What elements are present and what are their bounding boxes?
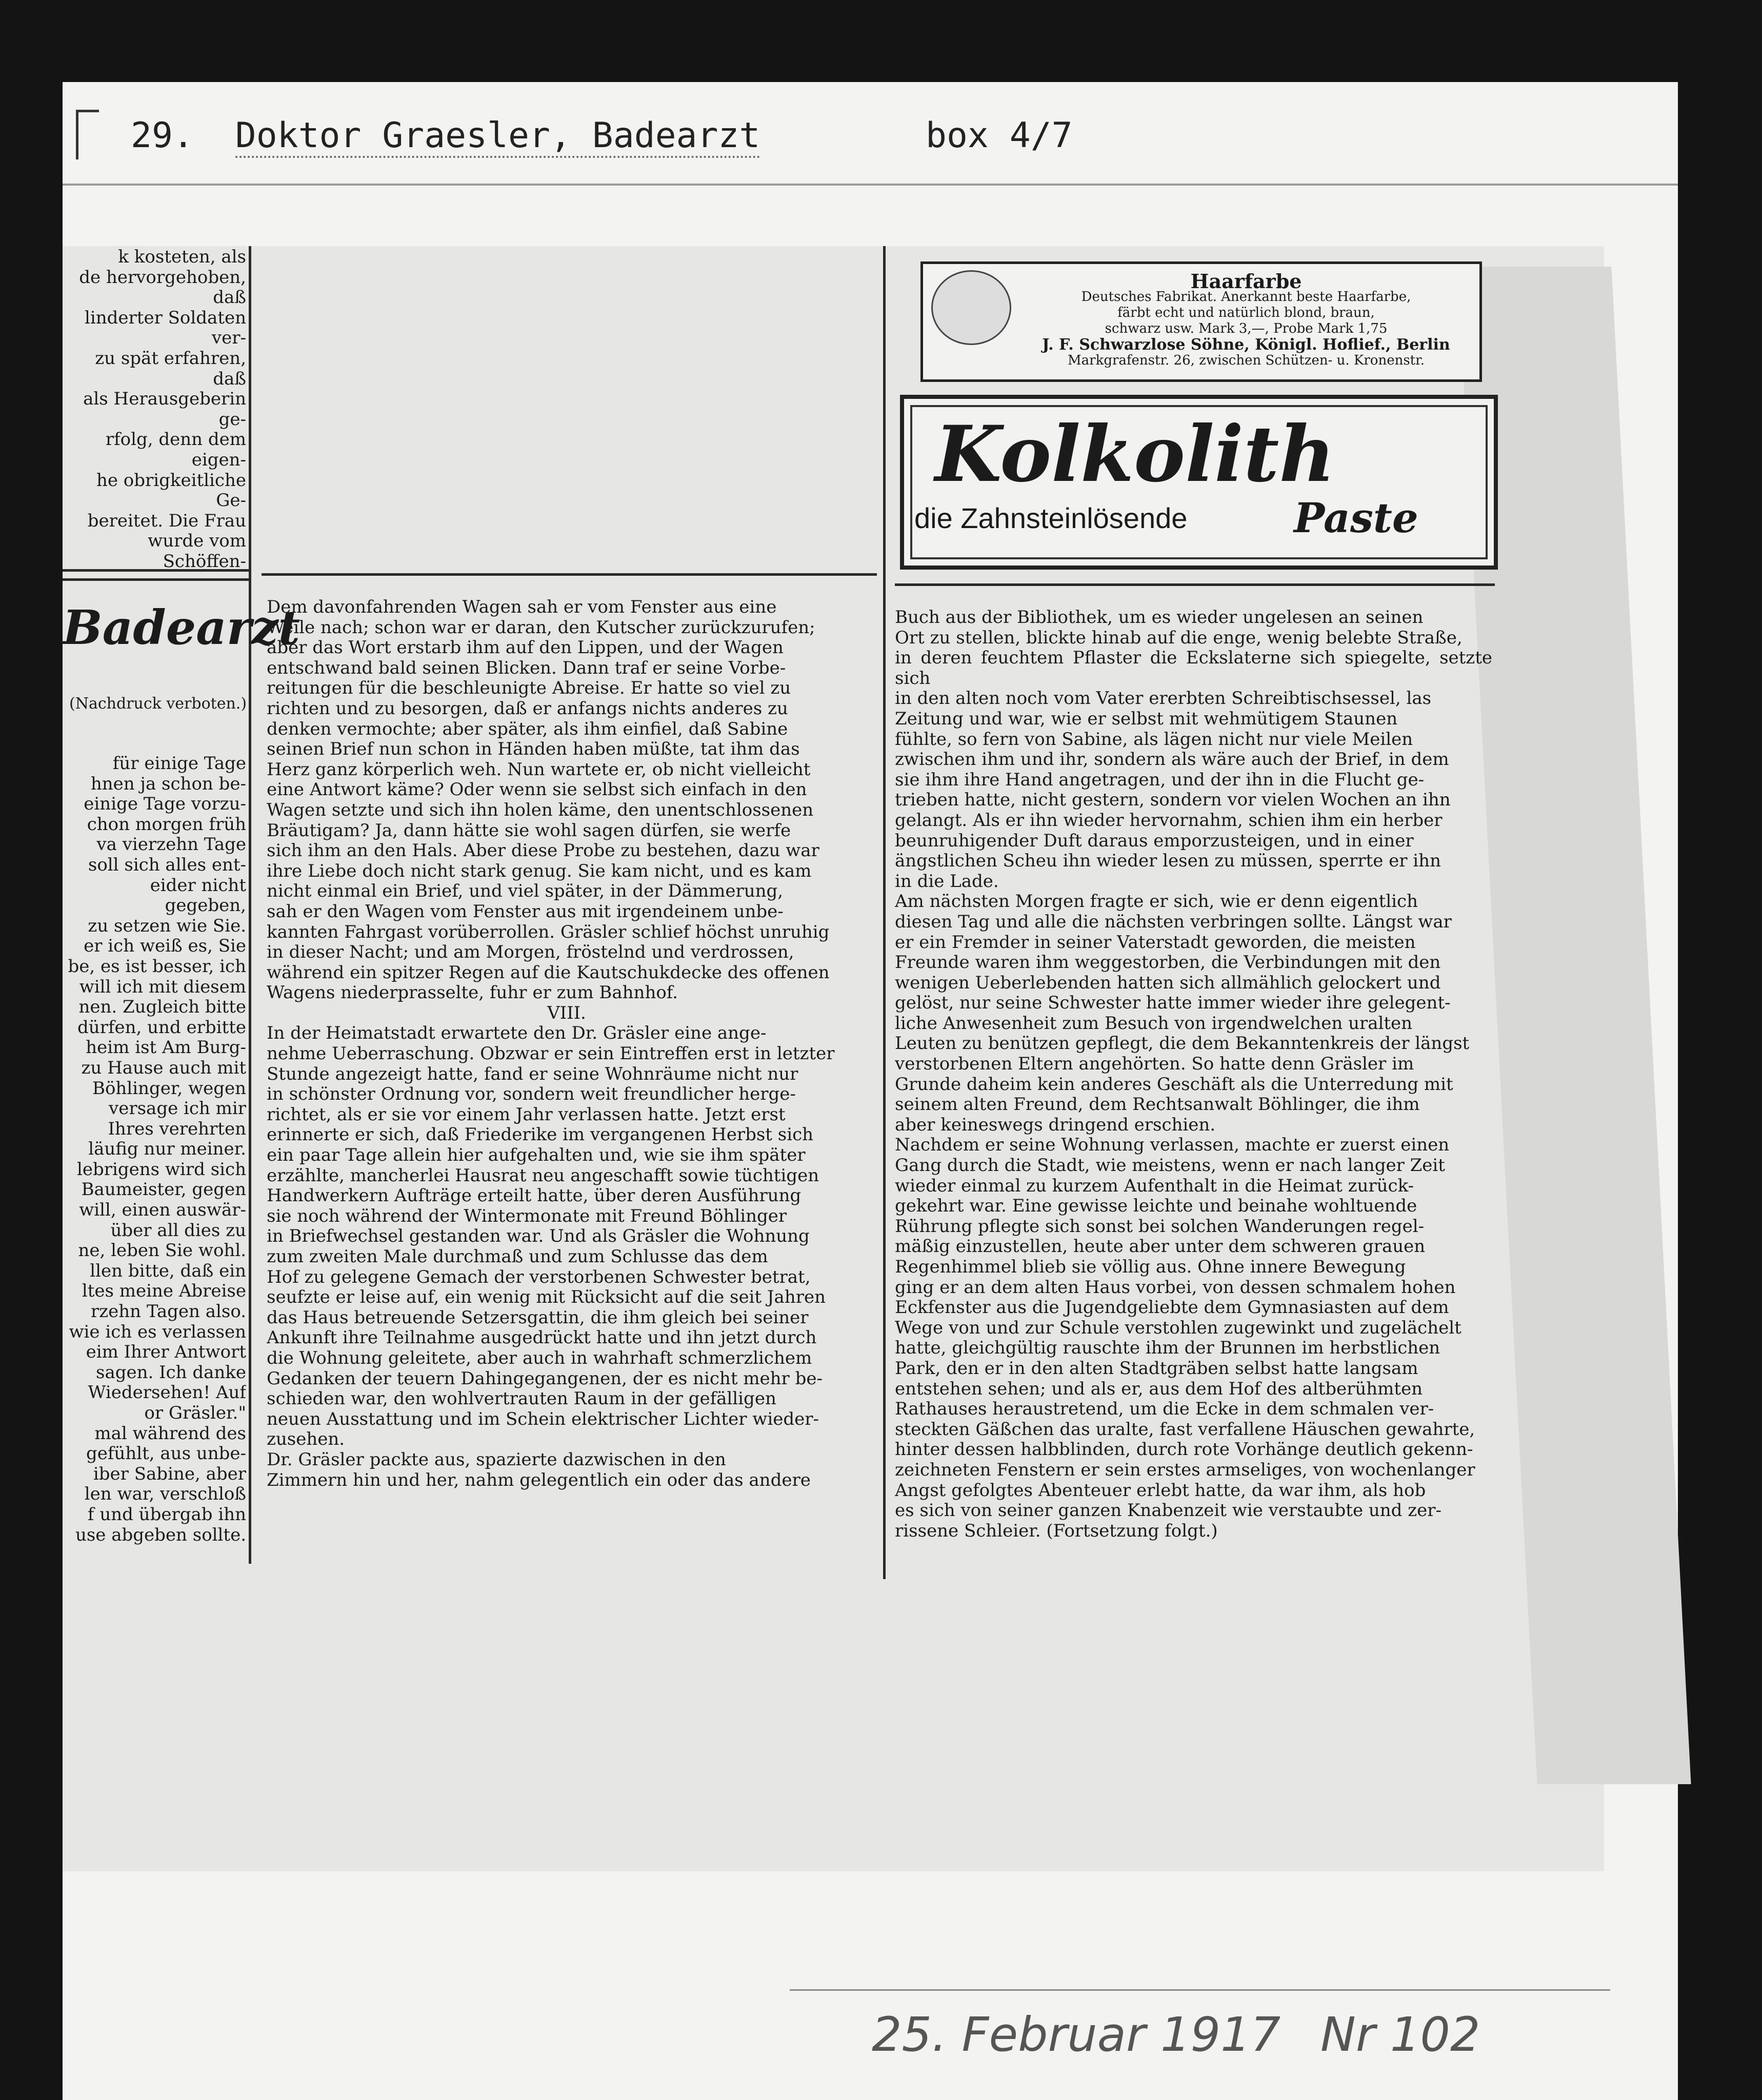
text-line: Leuten zu benützen gepflegt, die dem Bekanntenkreis der längst: [895, 1033, 1470, 1054]
ad-hair-line1: Deutsches Fabrikat. Anerkannt beste Haarfarbe,: [1081, 289, 1411, 305]
text-line: wurde vom Schöffen-: [148, 531, 246, 568]
text-line: rzehn Tagen also.: [90, 1301, 246, 1322]
text-line: zu Hause auch mit: [81, 1057, 246, 1078]
text-line: in deren feuchtem Pflaster die Eckslaterne sich spiegelte, setzte sich: [895, 648, 1492, 689]
text-line: in die Lade.: [895, 871, 999, 892]
text-line: ein paar Tage allein hier aufgehalten und, wie sie ihm später: [267, 1145, 806, 1166]
text-line: einige Tage vorzu-: [84, 794, 246, 815]
text-line: Weile nach; schon war er daran, den Kutscher zurückzurufen;: [267, 617, 815, 638]
left-column-main: [64, 754, 246, 1569]
text-line: Ort zu stellen, blickte hinab auf die enge, wenig belebte Straße,: [895, 627, 1463, 648]
text-line: In der Heimatstadt erwartete den Dr. Gräsler eine ange-: [267, 1023, 767, 1044]
text-line: gefühlt, aus unbe-: [86, 1443, 246, 1464]
woman-portrait-icon: [931, 270, 1011, 345]
text-line: ging er an dem alten Haus vorbei, von dessen schmalem hohen: [895, 1277, 1456, 1298]
text-line: Wagens niederprasselte, fuhr er zum Bahnhof.: [267, 982, 678, 1003]
text-line: erinnerte er sich, daß Friederike im vergangenen Herbst sich: [267, 1124, 814, 1145]
text-line: ltes meine Abreise: [82, 1281, 246, 1302]
text-line: nicht einmal ein Brief, und viel später, in der Dämmerung,: [267, 881, 784, 902]
text-line: Stunde angezeigt hatte, fand er seine Wohnräume nicht nur: [267, 1063, 798, 1084]
column-rule-2: [883, 246, 886, 1579]
text-line: he obrigkeitliche Ge-: [96, 470, 246, 511]
text-line: denken vermochte; aber später, als ihm einfiel, daß Sabine: [267, 718, 788, 739]
text-line: Wagen setzte und sich ihn holen käme, den unentschlossenen: [267, 799, 814, 820]
text-line: verstorbenen Eltern angehörten. So hatte denn Gräsler im: [895, 1054, 1414, 1075]
text-line: Wiedersehen! Auf: [88, 1382, 246, 1403]
text-line: versage ich mir: [109, 1098, 246, 1119]
text-line: Angst gefolgtes Abenteuer erlebt hatte, da war ihm, als hob: [895, 1480, 1426, 1501]
left-top-rule: [63, 569, 249, 572]
text-line: entstehen sehen; und als er, aus dem Hof des altberühmten: [895, 1378, 1423, 1399]
ad-hair-company: J. F. Schwarzlose Söhne, Königl. Hoflief., Berlin: [1042, 336, 1450, 354]
right-top-rule: [895, 583, 1495, 586]
header-title: Doktor Graesler, Badearzt: [235, 115, 760, 158]
ad-toothpaste-brand: Kolkolith: [935, 409, 1335, 499]
text-line: ne, leben Sie wohl.: [78, 1240, 246, 1261]
text-line: Zeitung und war, wie er selbst mit wehmütigem Staunen: [895, 708, 1398, 729]
text-line: use abgeben sollte.: [75, 1524, 246, 1545]
article-headline: Badearzt: [63, 600, 301, 655]
text-line: VIII.: [547, 1002, 586, 1023]
header-rule: [63, 184, 1678, 186]
text-line: in schönster Ordnung vor, sondern weit freundlicher herge-: [267, 1084, 796, 1105]
text-line: heim ist Am Burg-: [86, 1037, 246, 1058]
text-line: rfolg, denn dem eigen-: [105, 429, 246, 470]
text-line: Wege von und zur Schule verstohlen zugewinkt und zugelächelt: [895, 1317, 1461, 1338]
text-line: wie ich es verlassen: [69, 1321, 246, 1342]
handwritten-date: 25. Februar 1917: [872, 2007, 1281, 2062]
text-line: richten und zu besorgen, daß er anfangs nichts anderes zu: [267, 698, 788, 719]
archive-header: [131, 115, 1073, 158]
text-line: das Haus betreuende Setzersgattin, die ihm gleich bei seiner: [267, 1307, 809, 1328]
left-column-top: [64, 247, 246, 568]
text-line: nen. Zugleich bitte: [78, 997, 246, 1018]
text-line: be, es ist besser, ich: [68, 956, 246, 977]
text-line: bereitet. Die Frau: [87, 510, 246, 531]
text-line: kannten Fahrgast vorüberrollen. Gräsler schlief höchst unruhig: [267, 921, 830, 942]
text-line: sagen. Ich danke: [96, 1362, 246, 1383]
text-line: Herz ganz körperlich weh. Nun wartete er, ob nicht vielleicht: [267, 759, 811, 780]
header-number: 29.: [131, 115, 194, 156]
ad-hair-line3: schwarz usw. Mark 3,—, Probe Mark 1,75: [1105, 321, 1388, 336]
text-line: aber keineswegs dringend erschien.: [895, 1114, 1216, 1135]
text-line: in Briefwechsel gestanden war. Und als Gräsler die Wohnung: [267, 1226, 810, 1247]
text-line: Zimmern hin und her, nahm gelegentlich ein oder das andere: [267, 1469, 811, 1490]
text-line: will ich mit diesem: [79, 976, 246, 997]
text-line: entschwand bald seinen Blicken. Dann traf er seine Vorbe-: [267, 657, 786, 678]
text-line: die Wohnung geleitete, aber auch in wahrhaft schmerzlichem: [267, 1347, 812, 1368]
text-line: nehme Ueberraschung. Obzwar er sein Eintreffen erst in letzter: [267, 1043, 835, 1064]
middle-column-top: [269, 247, 874, 585]
text-line: Dem davonfahrenden Wagen sah er vom Fenster aus eine: [267, 597, 777, 617]
text-line: er ich weiß es, Sie: [84, 936, 246, 957]
text-line: gelangt. Als er ihn wieder hervornahm, schien ihm ein herber: [895, 810, 1443, 831]
text-line: läufig nur meiner.: [88, 1139, 246, 1160]
text-line: sie noch während der Wintermonate mit Freund Böhlinger: [267, 1205, 787, 1226]
text-line: Am nächsten Morgen fragte er sich, wie er denn eigentlich: [895, 891, 1418, 912]
text-line: linderter Soldaten ver-: [85, 307, 246, 349]
text-line: Park, den er in den alten Stadtgräben selbst hatte langsam: [895, 1358, 1418, 1379]
text-line: hatte, gleichgültig rauschte ihm der Brunnen im herbstlichen: [895, 1338, 1440, 1359]
text-line: fühlte, so fern von Sabine, als lägen nicht nur viele Meilen: [895, 729, 1413, 750]
text-line: will, einen auswär-: [79, 1200, 246, 1221]
text-line: während ein spitzer Regen auf die Kautschukdecke des offenen: [267, 962, 830, 983]
text-line: ängstlichen Scheu ihn wieder lesen zu müssen, sperrte er ihn: [895, 851, 1441, 872]
text-line: mäßig einzustellen, heute aber unter dem schweren grauen: [895, 1236, 1426, 1257]
text-line: eim Ihrer Antwort: [86, 1342, 246, 1363]
text-line: Nachdem er seine Wohnung verlassen, machte er zuerst einen: [895, 1135, 1450, 1156]
text-line: Ihres verehrten: [108, 1118, 246, 1139]
text-line: Rührung pflegte sich sonst bei solchen Wanderungen regel-: [895, 1216, 1425, 1237]
text-line: Gedanken der teuern Dahingegangenen, der es nicht mehr be-: [267, 1368, 823, 1389]
text-line: llen bitte, daß ein: [90, 1260, 246, 1281]
text-line: iber Sabine, aber: [93, 1463, 246, 1484]
text-line: zwischen ihm und ihr, sondern als wäre auch der Brief, in dem: [895, 749, 1449, 770]
text-line: Buch aus der Bibliothek, um es wieder ungelesen an seinen: [895, 608, 1424, 628]
text-line: neuen Ausstattung und im Schein elektrischer Lichter wieder-: [267, 1408, 819, 1429]
text-line: ihre Liebe doch nicht stark genug. Sie kam nicht, und es kam: [267, 860, 812, 881]
ad-hair-line2: färbt echt und natürlich blond, braun,: [1117, 305, 1375, 320]
text-line: sich ihm an den Hals. Aber diese Probe zu bestehen, dazu war: [267, 840, 819, 861]
middle-column-main: [267, 597, 867, 1582]
text-line: Böhlinger, wegen: [92, 1078, 246, 1099]
text-line: wenigen Ueberlebenden hatten sich allmählich gelockert und: [895, 972, 1441, 993]
text-line: rissene Schleier. (Fortsetzung folgt.): [895, 1520, 1218, 1541]
text-line: diesen Tag und alle die nächsten verbringen sollte. Längst war: [895, 911, 1452, 932]
text-line: zu spät erfahren, daß: [95, 348, 246, 389]
text-line: trieben hatte, nicht gestern, sondern vor vielen Wochen an ihn: [895, 790, 1451, 811]
text-line: hnen ja schon be-: [90, 773, 246, 794]
text-line: erzählte, mancherlei Hausrat neu angeschafft sowie tüchtigen: [267, 1165, 819, 1186]
text-line: de hervorgehoben, daß: [79, 267, 246, 308]
text-line: k kosteten, als: [118, 247, 246, 267]
text-line: eine Antwort käme? Oder wenn sie selbst sich einfach in den: [267, 779, 807, 800]
ad-toothpaste-sub: die Zahnsteinlösende: [914, 502, 1188, 534]
header-box: box 4/7: [926, 115, 1073, 156]
hair-dye-advertisement: [920, 261, 1482, 382]
text-line: aber das Wort erstarb ihm auf den Lippen, und der Wagen: [267, 637, 784, 658]
text-line: gekehrt war. Eine gewisse leichte und beinahe wohltuende: [895, 1196, 1417, 1217]
text-line: über all dies zu: [110, 1220, 246, 1241]
text-line: Handwerkern Aufträge erteilt hatte, über deren Ausführung: [267, 1185, 802, 1206]
text-line: schieden war, den wohlvertrauten Raum in der gefälligen: [267, 1388, 776, 1409]
text-line: sah er den Wagen vom Fenster aus mit irgendeinem unbe-: [267, 901, 784, 922]
text-line: zusehen.: [267, 1429, 345, 1450]
text-line: seufzte er leise auf, ein wenig mit Rücksicht auf die seit Jahren: [267, 1287, 826, 1308]
corner-bracket: [76, 110, 99, 159]
text-line: in dieser Nacht; und am Morgen, fröstelnd und verdrossen,: [267, 942, 794, 963]
ad-toothpaste-paste: Paste: [1294, 494, 1418, 542]
text-line: soll sich alles ent-: [88, 854, 246, 875]
text-line: richtet, als er sie vor einem Jahr verlassen hatte. Jetzt erst: [267, 1104, 786, 1125]
text-line: wieder einmal zu kurzem Aufenthalt in die Heimat zurück-: [895, 1175, 1414, 1196]
text-line: steckten Gäßchen das uralte, fast verfallene Häuschen gewahrte,: [895, 1419, 1475, 1440]
text-line: Rathauses heraustretend, um die Ecke in dem schmalen ver-: [895, 1399, 1434, 1420]
text-line: für einige Tage: [112, 754, 246, 774]
text-line: va vierzehn Tage: [96, 834, 246, 855]
text-line: Dr. Gräsler packte aus, spazierte dazwischen in den: [267, 1449, 726, 1470]
text-line: zum zweiten Male durchmaß und zum Schlusse das dem: [267, 1246, 768, 1267]
right-column-main: [895, 608, 1492, 1582]
text-line: or Gräsler.": [144, 1403, 246, 1423]
text-line: reitungen für die beschleunigte Abreise. Er hatte so viel zu: [267, 678, 791, 699]
text-line: Regenhimmel blieb sie völlig aus. Ohne innere Bewegung: [895, 1257, 1406, 1277]
text-line: als Herausgeberin ge-: [83, 389, 246, 430]
text-line: hinter dessen halbblinden, durch rote Vorhänge deutlich gekenn-: [895, 1439, 1473, 1460]
text-line: Grunde daheim kein anderes Geschäft als die Unterredung mit: [895, 1074, 1453, 1095]
text-line: mal während des: [94, 1423, 246, 1444]
text-line: f und übergab ihn: [87, 1504, 246, 1525]
text-line: es sich von seiner ganzen Knabenzeit wie verstaubte und zer-: [895, 1500, 1442, 1521]
text-line: seinem alten Freund, dem Rechtsanwalt Böhlinger, die ihm: [895, 1094, 1420, 1115]
text-line: Hof zu gelegene Gemach der verstorbenen Schwester betrat,: [267, 1266, 811, 1287]
text-line: zeichneten Fenstern er sein erstes armseliges, von wochenlanger: [895, 1459, 1475, 1480]
toothpaste-advertisement: [900, 395, 1498, 570]
footer-rule: [790, 1989, 1610, 1991]
text-line: in den alten noch vom Vater ererbten Schreibtischsessel, las: [895, 688, 1432, 709]
text-line: Ankunft ihre Teilnahme ausgedrückt hatte und ihn jetzt durch: [267, 1327, 817, 1348]
text-line: beunruhigender Duft daraus emporzusteigen, und in einer: [895, 830, 1414, 851]
text-line: gelöst, nur seine Schwester hatte immer wieder ihre gelegent-: [895, 993, 1451, 1014]
ad-hair-top: Haarfarbe: [1190, 270, 1302, 293]
text-line: Baumeister, gegen: [81, 1179, 246, 1200]
text-line: len war, verschloß: [84, 1484, 246, 1505]
text-line: Eckfenster aus die Jugendgeliebte dem Gymnasiasten auf dem: [895, 1297, 1449, 1318]
handwritten-number: Nr 102: [1320, 2007, 1480, 2062]
text-line: seinen Brief nun schon in Händen haben müßte, tat ihm das: [267, 739, 800, 760]
reprint-notice: (Nachdruck verboten.): [69, 695, 247, 713]
text-line: zu setzen wie Sie.: [88, 915, 246, 936]
text-line: lebrigens wird sich: [77, 1159, 246, 1180]
column-rule-1: [249, 246, 251, 1564]
middle-top-rule: [262, 573, 877, 576]
left-mid-rule: [63, 578, 249, 581]
text-line: Bräutigam? Ja, dann hätte sie wohl sagen dürfen, sie werfe: [267, 820, 791, 841]
text-line: sie ihm ihre Hand angetragen, und der ihn in die Flucht ge-: [895, 769, 1425, 790]
text-line: dürfen, und erbitte: [77, 1017, 246, 1038]
text-line: chon morgen früh: [87, 814, 246, 835]
text-line: eider nicht gegeben,: [150, 875, 246, 916]
text-line: Freunde waren ihm weggestorben, die Verbindungen mit den: [895, 952, 1441, 973]
text-line: Gang durch die Stadt, wie meistens, wenn er nach langer Zeit: [895, 1155, 1445, 1176]
ad-hair-address: Markgrafenstr. 26, zwischen Schützen- u. Kronenstr.: [1068, 353, 1425, 368]
text-line: er ein Fremder in seiner Vaterstadt geworden, die meisten: [895, 932, 1416, 953]
text-line: liche Anwesenheit zum Besuch von irgendwelchen uralten: [895, 1013, 1413, 1034]
